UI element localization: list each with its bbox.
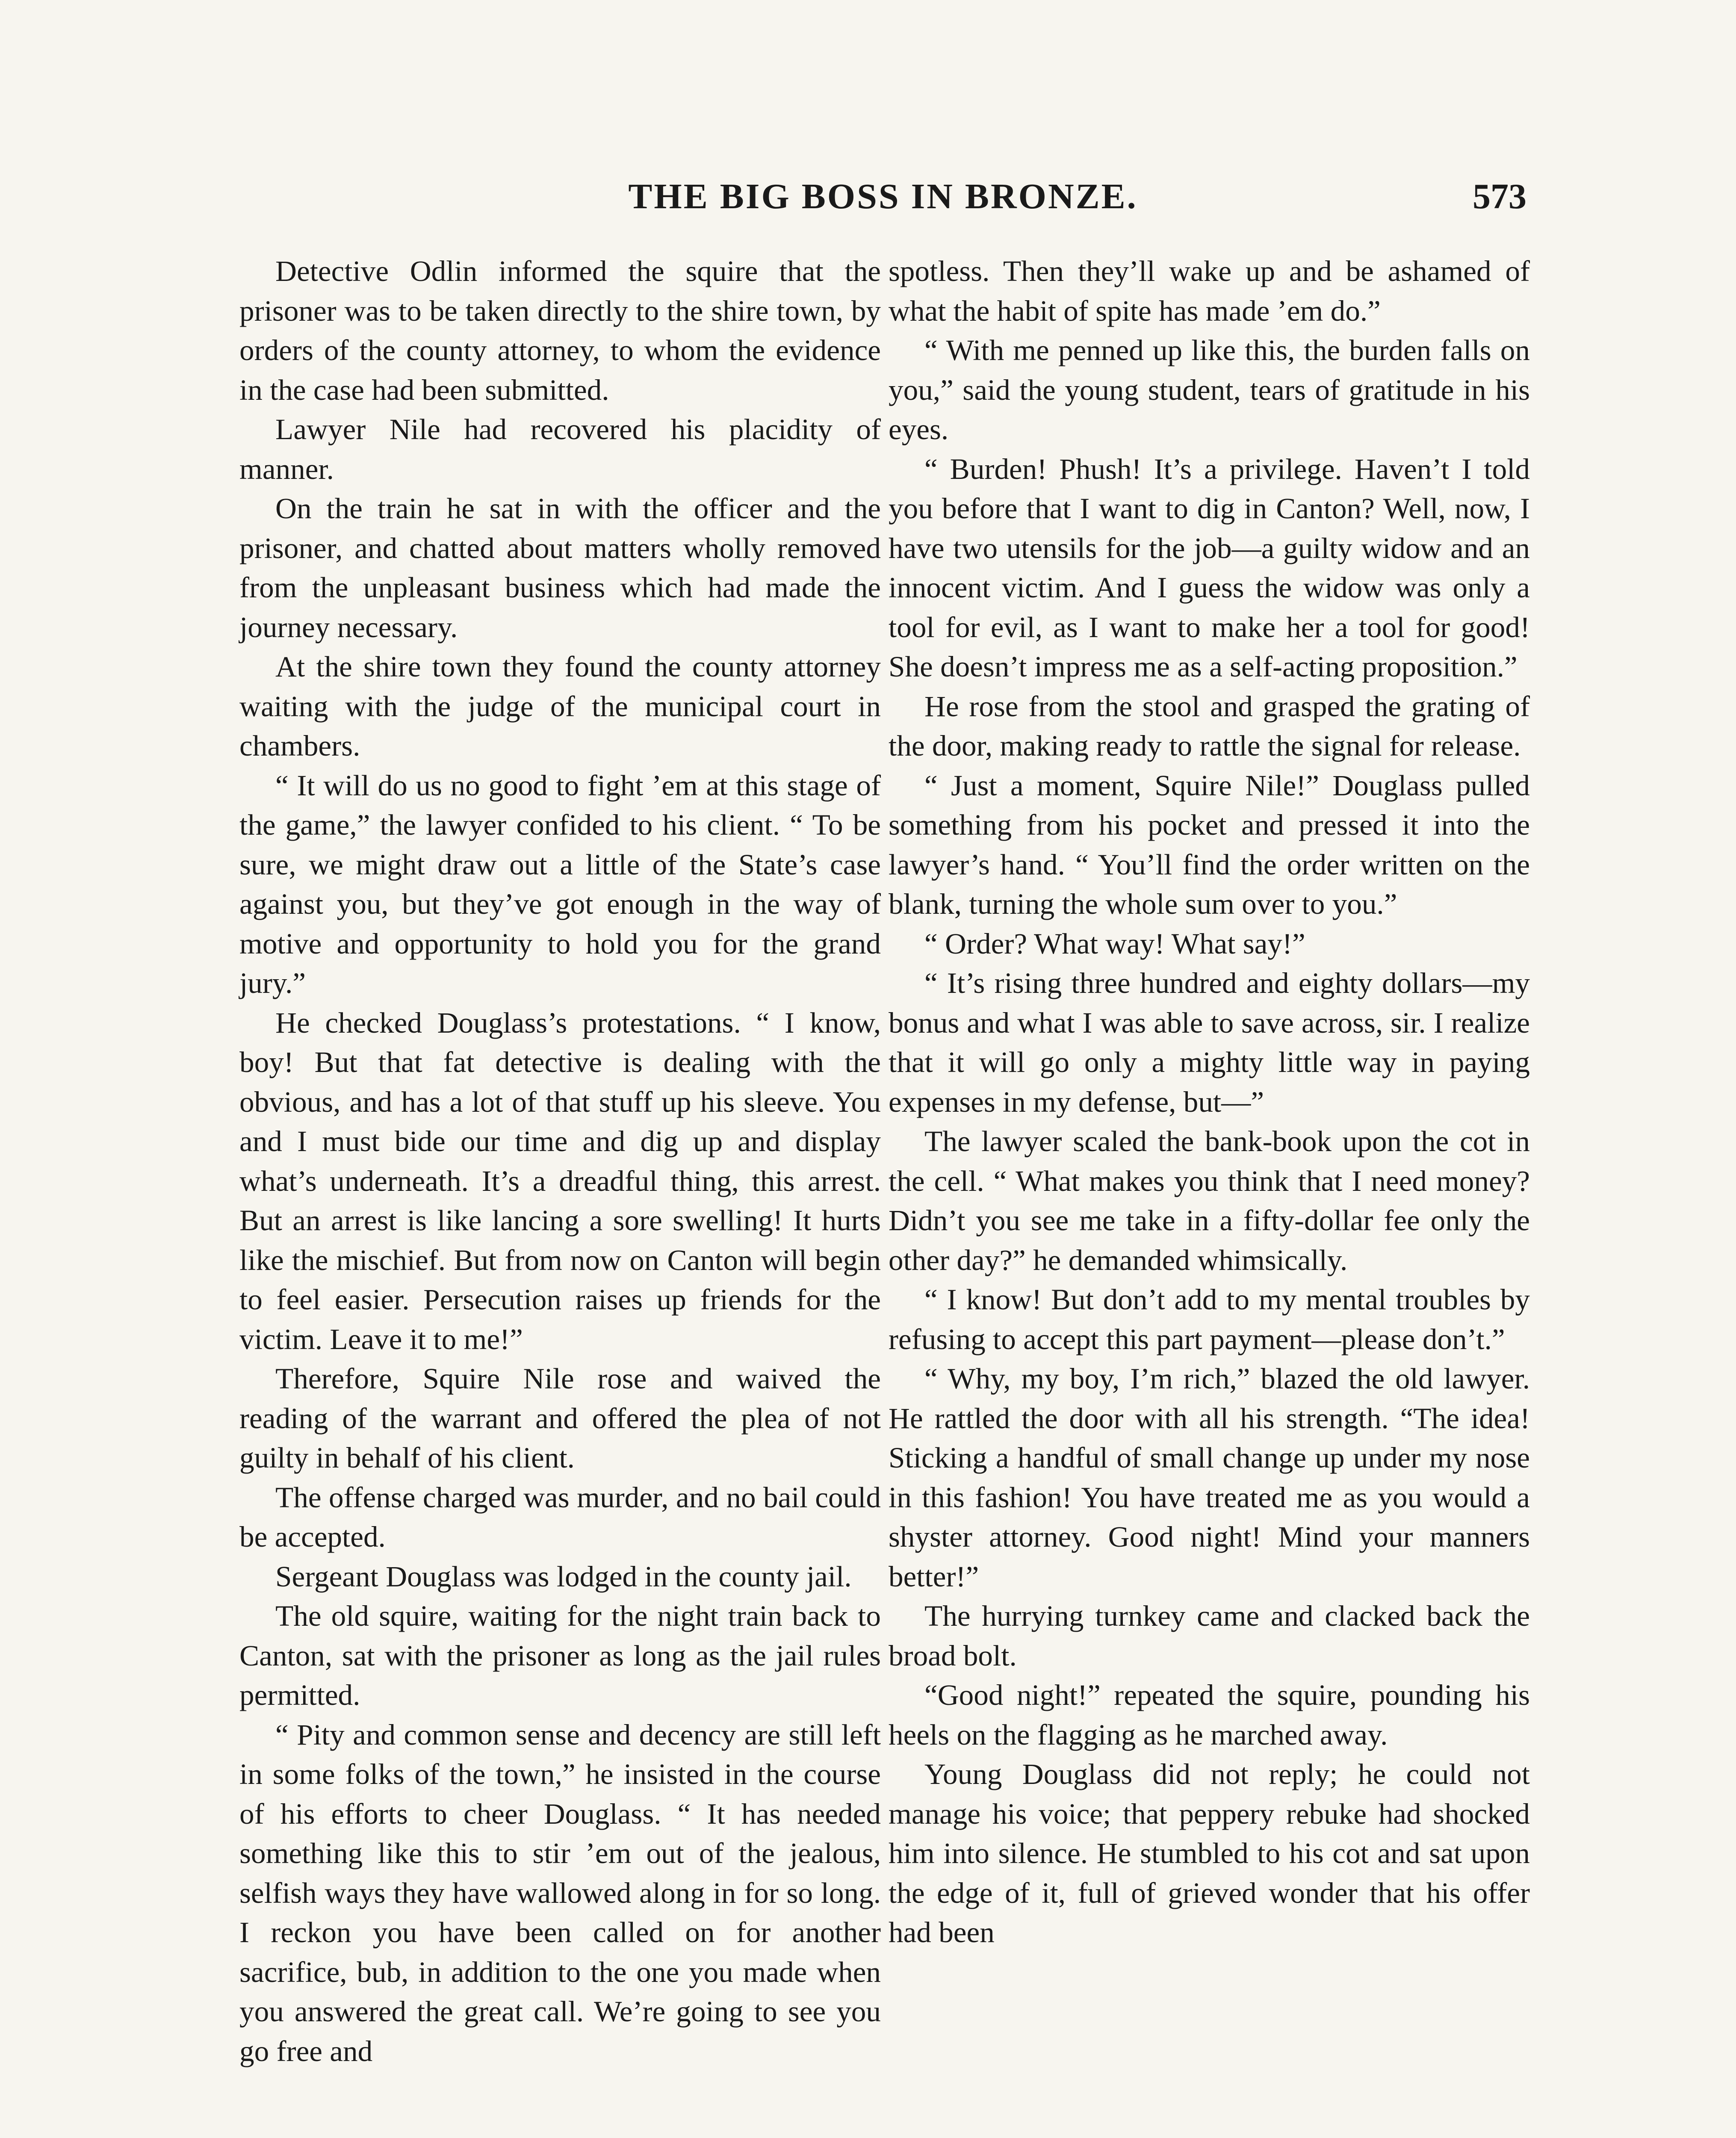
paragraph: “ Burden! Phush! It’s a privilege. Haven’t I told you before that I want to dig in Canton? Well, now, I have two utensils for the job—a guilty widow and an innocent victim. And I guess the widow was only a tool for evil, as I want to make her a tool for good! She doesn’t impress me as a self-acting proposition.” (889, 452, 1530, 683)
paragraph: At the shire town they found the county attorney waiting with the judge of the municipal court in chambers. (239, 650, 881, 762)
running-title: THE BIG BOSS IN BRONZE. (628, 177, 1138, 216)
right-column (889, 251, 1530, 1952)
paragraph: “ It’s rising three hundred and eighty dollars—my bonus and what I was able to save across, sir. I realize that it will go only a mighty little way in paying expenses in my defense, but—” (889, 966, 1530, 1118)
paragraph: He rose from the stool and grasped the grating of the door, making ready to rattle the signal for release. (889, 689, 1530, 762)
paragraph: The lawyer scaled the bank-book upon the cot in the cell. “ What makes you think that I need money? Didn’t you see me take in a fifty-dollar fee only the other day?” he demanded whimsically. (889, 1125, 1530, 1276)
paragraph: He checked Douglass’s protestations. “ I know, boy! But that fat detective is dealing with the obvious, and has a lot of that stuff up his sleeve. You and I must bide our time and dig up and display what’s underneath. It’s a dreadful thing, this arrest. But an arrest is like lancing a sore swelling! It hurts like the mischief. But from now on Canton will begin to feel easier. Persecution raises up friends for the victim. Leave it to me!” (239, 1006, 881, 1355)
paragraph: “ Just a moment, Squire Nile!” Douglass pulled something from his pocket and pressed it into the lawyer’s hand. “ You’ll find the order written on the blank, turning the whole sum over to you.” (889, 768, 1530, 920)
page-header (239, 173, 1526, 220)
paragraph: “ Pity and common sense and decency are still left in some folks of the town,” he insisted in the course of his efforts to cheer Douglass. “ It has needed something like this to stir ’em out of the jealous, selfish ways they have wallowed along in for so long. I reckon you have been called on for another sacrifice, bub, in addition to the one you made when you answered the great call. We’re going to see you go free and (239, 1718, 881, 2067)
paragraph: Lawyer Nile had recovered his placidity of manner. (239, 413, 881, 485)
paragraph: The offense charged was murder, and no bail could be accepted. (239, 1480, 881, 1553)
paragraph: The hurrying turnkey came and clacked back the broad bolt. (889, 1599, 1530, 1672)
paragraph: “ Order? What way! What say!” (924, 927, 1305, 960)
paragraph: “ Why, my boy, I’m rich,” blazed the old lawyer. He rattled the door with all his strength. “The idea! Sticking a handful of small change up under my nose in this fashion! You have treated me as you would a shyster attorney. Good night! Mind your manners better!” (889, 1362, 1530, 1593)
paragraph: Sergeant Douglass was lodged in the county jail. (275, 1559, 852, 1593)
paragraph: Young Douglass did not reply; he could not manage his voice; that peppery rebuke had shocked him into silence. He stumbled to his cot and sat upon the edge of it, full of grieved wonder that his offer had been (889, 1757, 1530, 1949)
paragraph: “ I know! But don’t add to my mental troubles by refusing to accept this part payment—please don’t.” (889, 1283, 1530, 1355)
paragraph: “ It will do us no good to fight ’em at this stage of the game,” the lawyer confided to his client. “ To be sure, we might draw out a little of the State’s case against you, but they’ve got enough in the way of motive and opportunity to hold you for the grand jury.” (239, 768, 881, 999)
paragraph-continued: spotless. Then they’ll wake up and be ashamed of what the habit of spite has made ’em do.” (889, 254, 1530, 327)
page-number: 573 (1473, 177, 1526, 216)
left-column (239, 251, 881, 2071)
paragraph: Therefore, Squire Nile rose and waived the reading of the warrant and offered the plea of not guilty in behalf of his client. (239, 1362, 881, 1474)
paragraph: “Good night!” repeated the squire, pounding his heels on the flagging as he marched away. (889, 1678, 1530, 1751)
paragraph: Detective Odlin informed the squire that the prisoner was to be taken directly to the shire town, by orders of the county attorney, to whom the evidence in the case had been submitted. (239, 254, 881, 406)
paragraph: On the train he sat in with the officer and the prisoner, and chatted about matters wholly removed from the unpleasant business which had made the journey necessary. (239, 492, 881, 644)
paragraph: “ With me penned up like this, the burden falls on you,” said the young student, tears of gratitude in his eyes. (889, 334, 1530, 446)
paragraph: The old squire, waiting for the night train back to Canton, sat with the prisoner as long as the jail rules permitted. (239, 1599, 881, 1711)
